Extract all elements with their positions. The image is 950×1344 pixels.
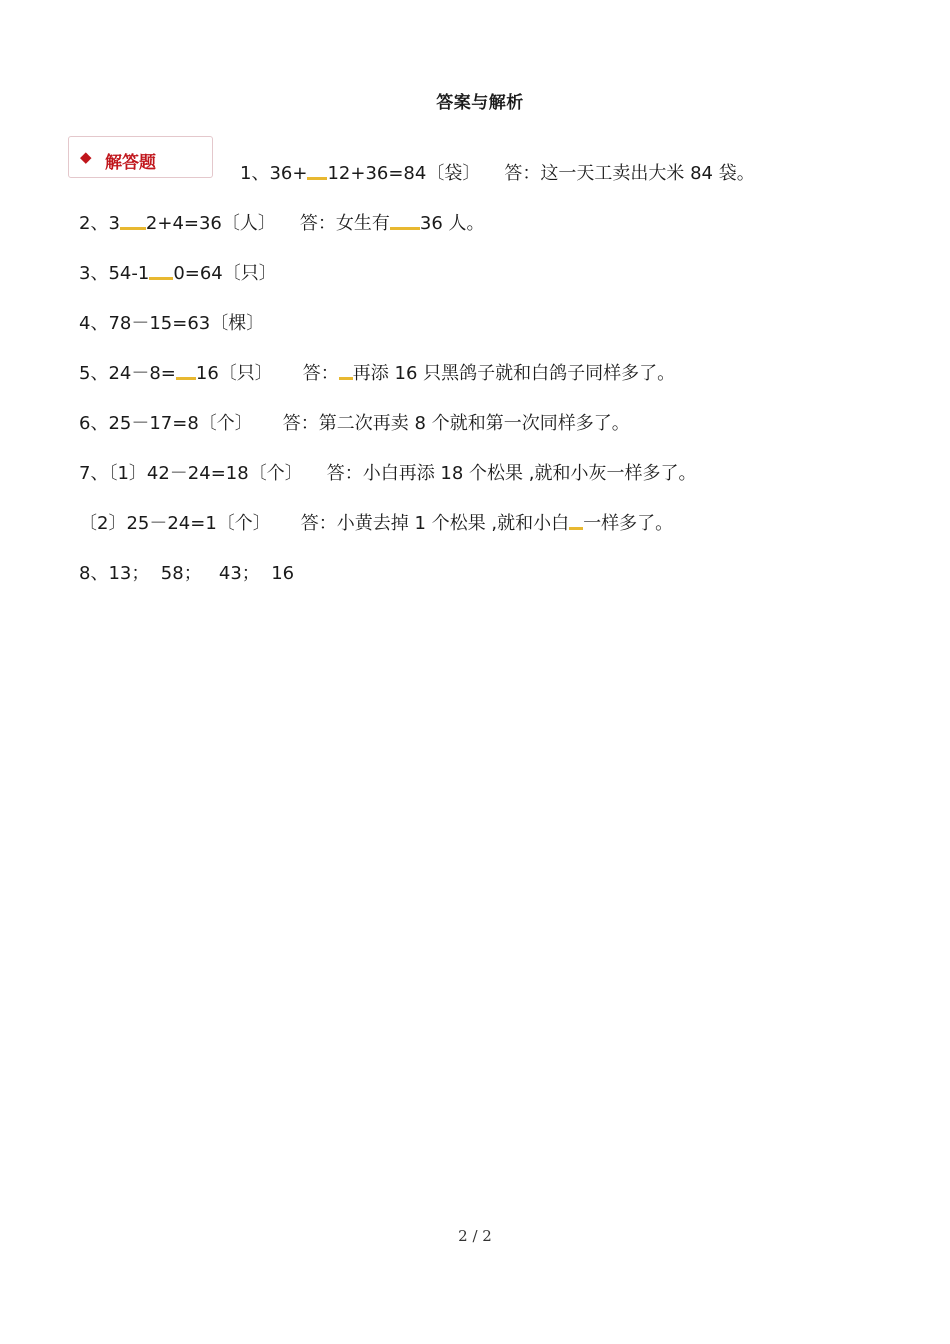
answer-5-equation-end: 16〔只〕 bbox=[195, 363, 273, 384]
answer-line-2 bbox=[79, 212, 485, 236]
blank-underline bbox=[176, 377, 196, 380]
answer-3-equation-start: 3、54-1 bbox=[79, 263, 150, 284]
page-title: 答案与解析 bbox=[436, 93, 524, 113]
blank-underline bbox=[307, 177, 327, 180]
answer-line-5 bbox=[79, 362, 675, 386]
page-number: 2 / 2 bbox=[458, 1227, 492, 1245]
answer-1-equation-start: 1、36+ bbox=[240, 163, 308, 184]
section-label: 解答题 bbox=[105, 153, 156, 173]
answer-line-7-2 bbox=[79, 512, 673, 536]
answer-7-1-equation: 7、〔1〕42－24=18〔个〕 bbox=[79, 463, 303, 484]
answer-7-1-text: 答：小白再添 18 个松果 ,就和小灰一样多了。 bbox=[326, 463, 697, 484]
answer-line-1 bbox=[240, 162, 755, 186]
answer-5-text-start: 答： bbox=[302, 363, 339, 384]
answer-7-2-text-end: 一样多了。 bbox=[583, 513, 674, 534]
answer-1-text: 答：这一天工卖出大米 84 袋。 bbox=[504, 163, 755, 184]
answer-line-7-1 bbox=[79, 462, 697, 486]
diamond-icon: ◆ bbox=[80, 148, 92, 166]
answer-6-text: 答：第二次再卖 8 个就和第一次同样多了。 bbox=[282, 413, 630, 434]
answer-7-2-equation: 〔2〕25－24=1〔个〕 bbox=[79, 513, 271, 534]
answer-4-equation: 4、78－15=63〔棵〕 bbox=[79, 313, 265, 334]
blank-underline bbox=[390, 227, 420, 230]
answer-5-equation-start: 5、24－8= bbox=[79, 363, 176, 384]
answer-6-equation: 6、25－17=8〔个〕 bbox=[79, 413, 253, 434]
answer-line-3 bbox=[79, 262, 277, 286]
section-header bbox=[68, 136, 213, 178]
answer-3-equation-end: 0=64〔只〕 bbox=[173, 263, 277, 284]
answer-line-4 bbox=[79, 312, 264, 336]
answer-line-6 bbox=[79, 412, 630, 436]
answer-2-equation-end: 2+4=36〔人〕 bbox=[145, 213, 276, 234]
answer-1-equation-end: 12+36=84〔袋〕 bbox=[327, 163, 481, 184]
blank-underline bbox=[120, 227, 146, 230]
blank-underline bbox=[569, 527, 583, 530]
answer-7-2-text-start: 答：小黄去掉 1 个松果 ,就和小白 bbox=[300, 513, 570, 534]
answer-2-equation-start: 2、3 bbox=[79, 213, 120, 234]
answer-8-values: 8、13； 58； 43； 16 bbox=[79, 563, 295, 584]
blank-underline bbox=[149, 277, 173, 280]
answer-2-text-end: 36 人。 bbox=[419, 213, 485, 234]
answer-5-text-end: 再添 16 只黑鸽子就和白鸽子同样多了。 bbox=[352, 363, 676, 384]
blank-underline bbox=[339, 377, 353, 380]
answer-2-text-start: 答：女生有 bbox=[299, 213, 390, 234]
answer-line-8 bbox=[79, 562, 294, 586]
